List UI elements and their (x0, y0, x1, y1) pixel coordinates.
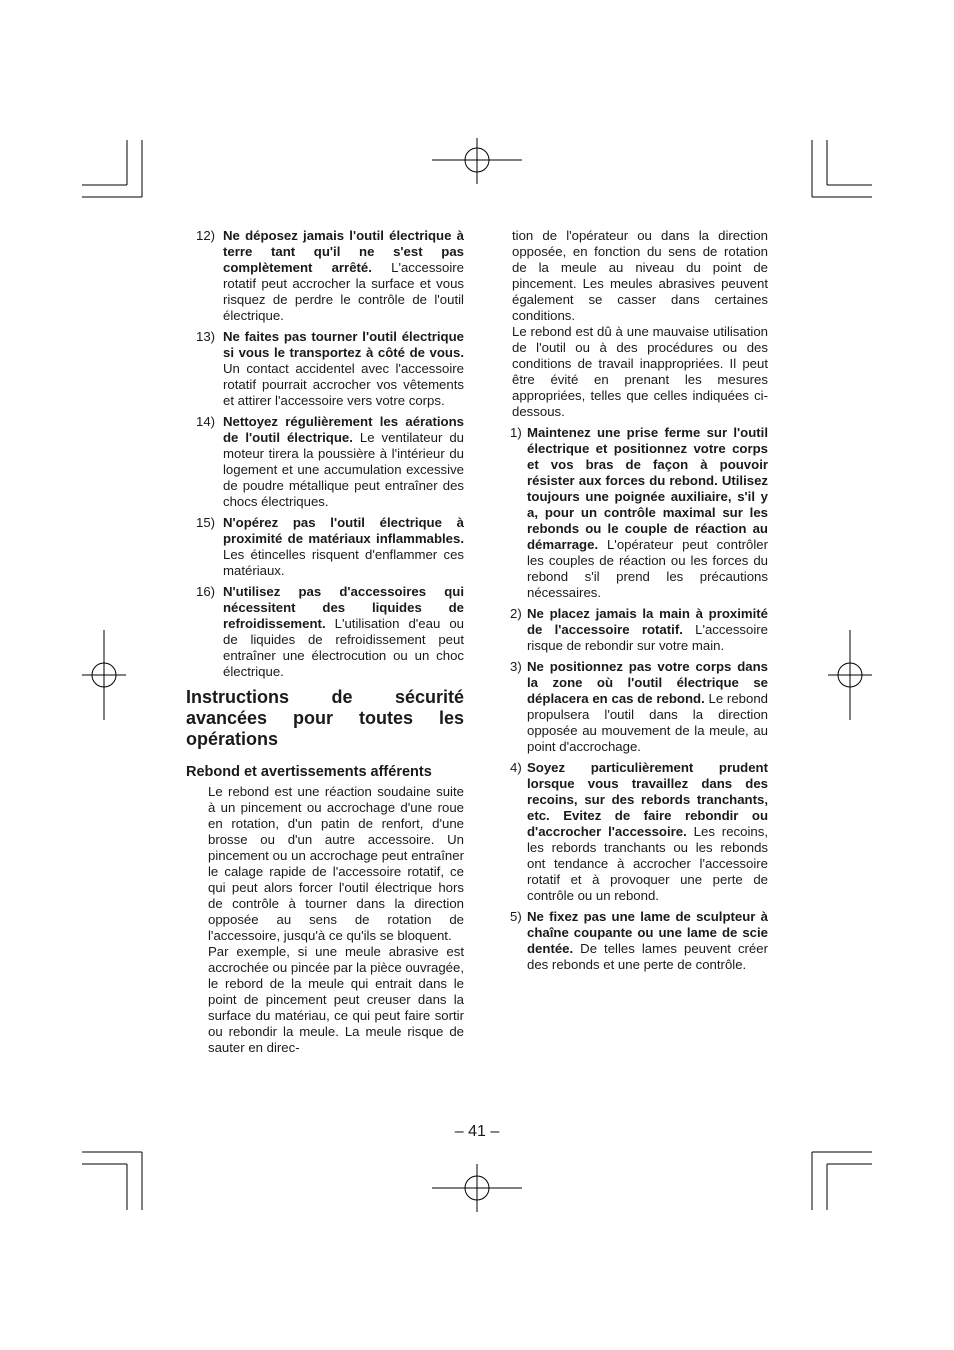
item-warning: N'opérez pas l'outil électrique à proximité de matériaux inflammables. (223, 515, 464, 546)
item-text: L'accessoire rotatif peut accrocher la surface et vous risquez de perdre le contrôle de l'outil électrique. (223, 260, 464, 323)
item-text: L'opérateur peut contrôler les couples de réaction ou les forces du rebond s'il prend les précautions nécessaires. (527, 537, 768, 600)
item-text: Un contact accidentel avec l'accessoire rotatif pourrait accrocher vos vêtements et attirer l'accessoire vers votre corps. (223, 361, 464, 408)
body-paragraph: Le rebond est une réaction soudaine suite à un pincement ou accrochage d'une roue en rotation, d'un patin de renfort, d'une brosse ou d'un autre accessoire. Un pincement ou un accrochage peut entraîner le calage rapide de l'accessoire rotatif, ce qui peut alors forcer l'outil électrique hors de contrôle à tourner dans la direction opposée au sens de rotation de l'accessoire, jusqu'à ce qu'ils se bloquent. (208, 784, 464, 943)
item-text: L'utilisation d'eau ou de liquides de refroidissement peut entraîner une électrocution ou un choc électrique. (223, 616, 464, 679)
section-heading: Instructions de sécurité avancées pour toutes les opérations (186, 687, 464, 749)
item-number: 5) (510, 909, 522, 924)
item-number: 14) (196, 414, 216, 429)
body-paragraph: tion de l'opérateur ou dans la direction opposée, en fonction du sens de rotation de la meule au niveau du point de pincement. Les meules abrasives peuvent également se casser dans certaines conditions. (512, 228, 768, 323)
item-number: 1) (510, 425, 522, 440)
item-text: Le rebond propulsera l'outil dans la direction opposée au mouvement de la meule, au point d'accrochage. (527, 691, 768, 754)
body-paragraph: Par exemple, si une meule abrasive est accrochée ou pincée par la pièce ouvragée, le rebord de la meule qui entrait dans le point de pincement peut creuser dans la surface du matériau, ce qui peut faire sortir ou rebondir la meule. La meule risque de sauter en direc- (208, 944, 464, 1055)
item-warning: Soyez particulièrement prudent lorsque vous travaillez dans des recoins, sur des rebords tranchants, etc. Evitez de faire rebondir ou d'accrocher l'accessoire. (527, 760, 768, 839)
right-column (512, 228, 768, 978)
item-warning: Ne placez jamais la main à proximité de l'accessoire rotatif. (527, 606, 768, 637)
item-text: Le ventilateur du moteur tirera la poussière à l'intérieur du logement et une accumulation excessive de poudre métallique peut entraîner des chocs électriques. (223, 430, 464, 509)
list-item (186, 584, 464, 680)
list-item (512, 606, 768, 654)
item-text: Les étincelles risquent d'enflammer ces matériaux. (223, 547, 464, 578)
page-number: – 41 – (454, 1123, 500, 1140)
item-text: L'accessoire risque de rebondir sur votre main. (527, 622, 768, 653)
item-warning: Maintenez une prise ferme sur l'outil électrique et positionnez votre corps et vos bras de façon à pouvoir résister aux forces du rebond. Utilisez toujours une poignée auxiliaire, s'il y a, pour un contrôle maximal sur les rebonds ou le couple de réaction au démarrage. (527, 425, 768, 552)
list-item (186, 515, 464, 579)
item-number: 15) (196, 515, 216, 530)
list-item (512, 909, 768, 973)
item-number: 16) (196, 584, 216, 599)
item-number: 2) (510, 606, 522, 621)
list-item (186, 329, 464, 409)
list-item (512, 425, 768, 601)
body-paragraph: Le rebond est dû à une mauvaise utilisation de l'outil ou à des procédures ou des conditions de travail inappropriées. Il peut être évité en prenant les mesures appropriées, telles que celles indiquées ci-dessous. (512, 324, 768, 419)
list-item (186, 414, 464, 510)
list-item (186, 228, 464, 324)
item-warning: Ne fixez pas une lame de sculpteur à chaîne coupante ou une lame de scie dentée. (527, 909, 768, 956)
subsection-heading: Rebond et avertissements afférents (186, 764, 432, 780)
item-text: De telles lames peuvent créer des rebonds et une perte de contrôle. (527, 941, 768, 972)
item-text: Les recoins, les rebords tranchants ou les rebonds ont tendance à accrocher l'accessoire rotatif et à provoquer une perte de contrôle ou un rebond. (527, 824, 768, 903)
left-column (186, 228, 464, 1056)
list-item (512, 760, 768, 904)
item-warning: N'utilisez pas d'accessoires qui nécessitent des liquides de refroidissement. (223, 584, 464, 631)
item-number: 3) (510, 659, 522, 674)
item-number: 12) (196, 228, 216, 243)
item-warning: Ne déposez jamais l'outil électrique à terre tant qu'il ne s'est pas complètement arrêté. (223, 228, 464, 275)
item-number: 4) (510, 760, 522, 775)
item-warning: Ne positionnez pas votre corps dans la zone où l'outil électrique se déplacera en cas de rebond. (527, 659, 768, 706)
list-item (512, 659, 768, 755)
item-warning: Ne faites pas tourner l'outil électrique si vous le transportez à côté de vous. (223, 329, 464, 360)
item-number: 13) (196, 329, 216, 344)
item-warning: Nettoyez régulièrement les aérations de l'outil électrique. (223, 414, 464, 445)
